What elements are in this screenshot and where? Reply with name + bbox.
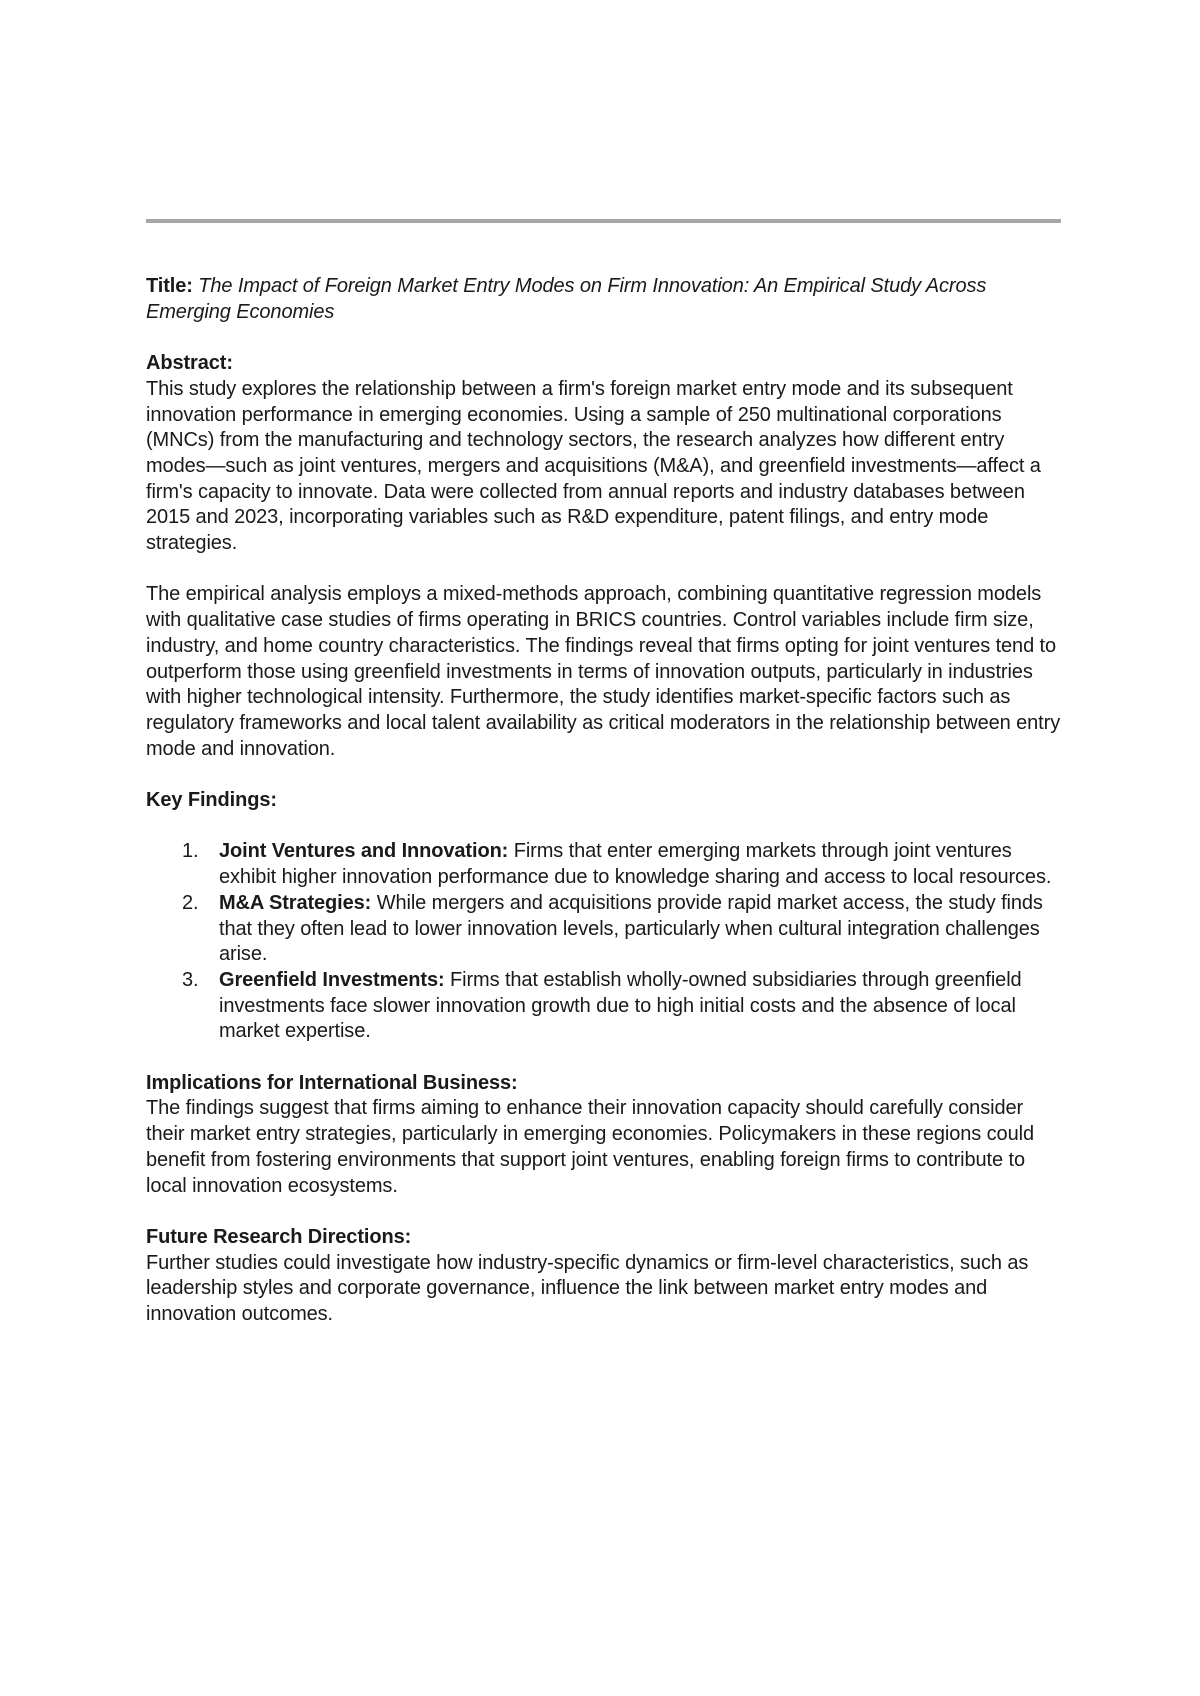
- finding-text: Firms that enter emerging markets through joint ventures exhibit higher innovation performance due to knowledge sharing and access to local resources.: [219, 840, 1052, 889]
- abstract-paragraph-1: This study explores the relationship between a firm's foreign market entry mode and its subsequent innovation performance in emerging economies. Using a sample of 250 multinational corporations (MNCs) from the manufacturing and technology sectors, the research analyzes how different entry modes—such as joint ventures, mergers and acquisitions (M&A), and greenfield investments—affect a firm's capacity to innovate. Data were collected from annual reports and industry databases between 2015 and 2023, incorporating variables such as R&D expenditure, patent filings, and entry mode strategies.: [146, 377, 1041, 555]
- finding-label: Joint Ventures and Innovation:: [219, 840, 509, 863]
- future-research-heading: Future Research Directions:: [146, 1225, 412, 1248]
- finding-label: Greenfield Investments:: [219, 968, 445, 991]
- finding-item: [146, 839, 1064, 890]
- finding-text: While mergers and acquisitions provide rapid market access, the study finds that they often lead to lower innovation levels, particularly when cultural integration challenges arise.: [219, 891, 1043, 966]
- abstract-heading: Abstract:: [146, 352, 233, 375]
- title-label: Title:: [146, 275, 193, 297]
- key-findings-list: [146, 839, 1064, 1045]
- finding-item: [146, 968, 1064, 1045]
- future-research-paragraph: Further studies could investigate how industry-specific dynamics or firm-level characteristics, such as leadership styles and corporate governance, influence the link between market entry modes and innovation outcomes.: [146, 1251, 1029, 1326]
- document-body: [146, 274, 1064, 1328]
- finding-number: 1.: [182, 840, 199, 863]
- finding-item: [146, 891, 1064, 968]
- finding-text: Firms that establish wholly-owned subsidiaries through greenfield investments face slower innovation growth due to high initial costs and the absence of local market expertise.: [219, 968, 1022, 1043]
- title-text: The Impact of Foreign Market Entry Modes on Firm Innovation: An Empirical Study Across Emerging Economies: [146, 275, 987, 323]
- finding-number: 2.: [182, 891, 199, 914]
- horizontal-rule: [146, 219, 1061, 223]
- abstract-paragraph-2: The empirical analysis employs a mixed-methods approach, combining quantitative regression models with qualitative case studies of firms operating in BRICS countries. Control variables include firm size, industry, and home country characteristics. The findings reveal that firms opting for joint ventures tend to outperform those using greenfield investments in terms of innovation outputs, particularly in industries with higher technological intensity. Furthermore, the study identifies market-specific factors such as regulatory frameworks and local talent availability as critical moderators in the relationship between entry mode and innovation.: [146, 583, 1061, 760]
- key-findings-heading: Key Findings:: [146, 789, 277, 812]
- implications-heading: Implications for International Business:: [146, 1071, 518, 1094]
- finding-number: 3.: [182, 968, 199, 991]
- implications-paragraph: The findings suggest that firms aiming to enhance their innovation capacity should carefully consider their market entry strategies, particularly in emerging economies. Policymakers in these regions could benefit from fostering environments that support joint ventures, enabling foreign firms to contribute to local innovation ecosystems.: [146, 1097, 1034, 1197]
- finding-label: M&A Strategies:: [219, 891, 372, 914]
- title-line: [146, 274, 1064, 325]
